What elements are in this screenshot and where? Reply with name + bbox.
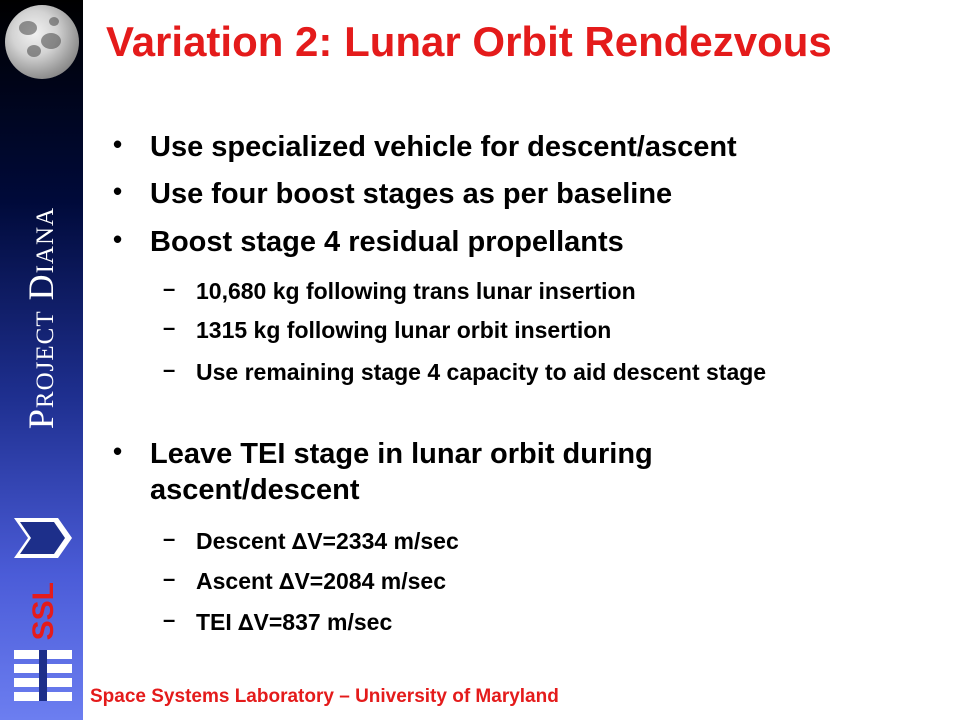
- project-title: Project Diana: [21, 206, 61, 430]
- dash-mark: –: [163, 357, 176, 382]
- ssl-logo-text: SSL: [26, 582, 60, 641]
- bullet-text: Use four boost stages as per baseline: [150, 178, 673, 210]
- delta-symbol: ∆: [238, 611, 254, 636]
- slide-title: Variation 2: Lunar Orbit Rendezvous: [106, 18, 832, 65]
- ssl-logo-icon: [8, 512, 78, 710]
- dash-mark: –: [163, 276, 176, 301]
- bullet-text: Leave TEI stage in lunar orbit during ascent/descent: [150, 438, 653, 506]
- sub-bullet-prefix: TEI: [196, 609, 239, 635]
- sub-bullet-prefix: Ascent: [196, 568, 280, 594]
- sub-bullet-value: V=2334 m/sec: [307, 528, 459, 554]
- bullet-mark: •: [113, 176, 123, 206]
- sub-bullet-text: 1315 kg following lunar orbit insertion: [196, 317, 612, 343]
- bullet-mark: •: [113, 129, 123, 159]
- footer-text: Space Systems Laboratory – University of Maryland: [90, 686, 559, 707]
- dash-mark: –: [163, 315, 176, 340]
- dash-mark: –: [163, 566, 176, 591]
- sub-bullet-text: Use remaining stage 4 capacity to aid descent stage: [196, 359, 767, 385]
- sub-bullet-value: V=2084 m/sec: [294, 568, 446, 594]
- bullet-text: Use specialized vehicle for descent/ascent: [150, 131, 737, 163]
- sub-bullet-prefix: Descent: [196, 528, 292, 554]
- dash-mark: –: [163, 526, 176, 551]
- dash-mark: –: [163, 607, 176, 632]
- sidebar: [0, 0, 83, 720]
- sub-bullet-text: 10,680 kg following trans lunar insertion: [196, 278, 636, 304]
- bullet-mark: •: [113, 436, 123, 466]
- sub-bullet-text: [196, 607, 916, 639]
- moon-icon: [5, 5, 79, 79]
- sub-bullet-text: [196, 566, 916, 598]
- bullet-mark: •: [113, 224, 123, 254]
- sub-bullet-text: [196, 526, 916, 558]
- delta-symbol: ∆: [291, 530, 308, 555]
- delta-symbol: ∆: [279, 570, 295, 595]
- bullet-text: Boost stage 4 residual propellants: [150, 226, 624, 258]
- sub-bullet-value: V=837 m/sec: [253, 609, 393, 635]
